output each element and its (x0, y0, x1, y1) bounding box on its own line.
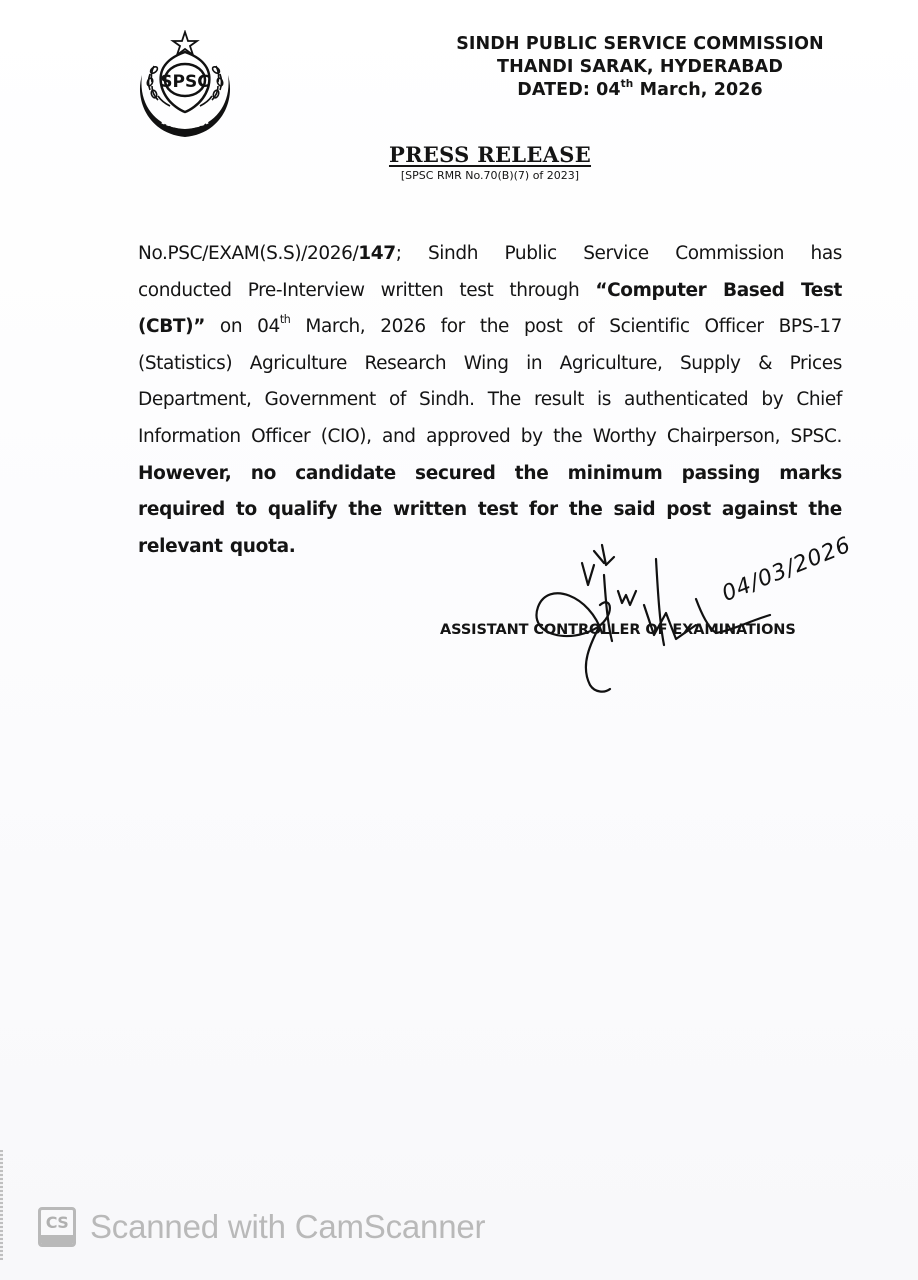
dated-line (420, 79, 860, 102)
dated-suffix: March, 2026 (633, 80, 763, 100)
signatory-designation: ASSISTANT CONTROLLER OF EXAMINATIONS (440, 622, 796, 638)
scan-edge (0, 1150, 3, 1260)
paragraph-2: However, no candidate secured the minimum passing marks required to qualify the written test for the said post against the relevant quota. (138, 462, 842, 557)
letterhead (420, 33, 860, 102)
dated-sup: th (620, 77, 634, 90)
camscanner-icon-letters: CS (45, 1213, 69, 1232)
p1-cbt-bold: “Computer Based Test (CBT)” (138, 279, 842, 338)
p1-text-c: March, 2026 for the post of Scientific Officer BPS-17 (Statistics) Agriculture Research Wing in Agriculture, Supply & Prices Department, Government of Sindh. The result is authenticated by Chief Information Officer (CIO), and approved by the Worthy Chairperson, SPSC. (138, 316, 842, 447)
org-address: THANDI SARAK, HYDERABAD (497, 57, 783, 77)
reference-number: [SPSC RMR No.70(B)(7) of 2023] (400, 169, 580, 182)
dated-prefix: DATED: 04 (517, 80, 621, 100)
p1-text-b: on 04 (204, 316, 280, 338)
handwritten-date: 04/03/2026 (718, 532, 855, 607)
ref-number-bold: 147 (358, 243, 396, 264)
title-block (370, 142, 610, 183)
ref-number: No.PSC/EXAM(S.S)/2026/ (138, 243, 359, 264)
p1-sup: th (279, 313, 291, 327)
press-release-title: PRESS RELEASE (388, 142, 592, 167)
watermark-text: Scanned with CamScanner (90, 1208, 486, 1245)
logo-text: SPSC (160, 72, 210, 92)
org-name: SINDH PUBLIC SERVICE COMMISSION (456, 34, 824, 54)
paragraph-1 (138, 243, 842, 447)
spsc-logo (132, 30, 238, 142)
camscanner-icon (38, 1207, 76, 1247)
camscanner-icon-bar (41, 1235, 73, 1244)
p1-text-a: ; Sindh Public Service Commission has conducted Pre-Interview written test through (138, 243, 842, 301)
camscanner-watermark (38, 1207, 485, 1247)
press-release-body (138, 236, 842, 565)
